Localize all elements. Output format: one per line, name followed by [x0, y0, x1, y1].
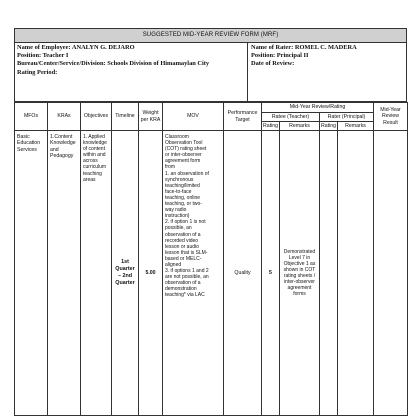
form-info-section	[14, 43, 407, 102]
header-ratee-teacher: Ratee (Teacher)	[262, 113, 320, 122]
rater-info	[248, 43, 406, 101]
cell-ratee-rating: 5	[262, 131, 280, 416]
ratee-remarks-text: Demonstrated Level 7 in Objective 1 as shown in COT rating sheets / inter-observer agreement forms	[283, 248, 316, 298]
cell-mov	[163, 131, 224, 416]
review-table	[14, 102, 408, 416]
kra-text: 1.Content Knowledge and Pedagogy	[50, 134, 76, 160]
cell-mfo	[15, 131, 48, 416]
header-timeline: Timeline	[112, 103, 139, 131]
employee-bureau: Bureau/Center/Service/Division: Schools Division of Himamaylan City	[17, 60, 210, 68]
header-kras: KRAs	[48, 103, 81, 131]
header-mov: MOV	[163, 103, 224, 131]
header-rater-principal: Rater (Principal)	[320, 113, 374, 122]
header-mfos: MFOs	[15, 103, 48, 131]
header-weight: Weight per KRA	[139, 103, 163, 131]
cell-mid-year-result	[374, 131, 408, 416]
review-date: Date of Review:	[251, 60, 295, 68]
header-ratee-remarks: Remarks	[280, 122, 320, 131]
header-rater-remarks: Remarks	[338, 122, 374, 131]
form-title: SUGGESTED MID-YEAR REVIEW FORM (MRF)	[14, 28, 407, 43]
header-rater-rating: Rating	[321, 122, 336, 129]
mov-text: Classroom Observation Tool (COT) rating sheet or inter-observer agreement form from 1. an observation of synchronous teaching/limited face-to-face teaching, online teaching, or two- way radio instruction) 2. if option 1 is not possible, an observation of a recorded video lesson or audio lesson that is SLM- based or MELC- aligned 3. if options 1 and 2 are not possible, an observation of a demonstration teaching* via LAC	[165, 134, 209, 299]
mfo-text: Basic Education Services	[17, 134, 41, 153]
cell-timeline	[112, 131, 139, 416]
header-ratee-rating: Rating	[263, 122, 278, 129]
rater-name: Name of Rater: ROMEL C. MADERA	[251, 44, 357, 51]
header-mid-year-result: Mid-Year Review Result	[374, 103, 408, 131]
rating-period: Rating Period:	[17, 68, 58, 76]
employee-info	[15, 43, 248, 101]
cell-ratee-remarks	[280, 131, 320, 416]
header-mid-year-review: Mid-Year Review/Rating	[262, 103, 374, 113]
objective-text: 1. Applied knowledge of content within and across curriculum teaching areas	[83, 134, 107, 183]
timeline-text: 1st Quarter – 2nd Quarter	[115, 259, 135, 286]
header-objectives: Objectives	[81, 103, 112, 131]
employee-name: Name of Employee: ANALYN G. DEJARO	[17, 44, 135, 51]
table-row	[15, 131, 408, 416]
mid-year-review-form	[14, 28, 407, 416]
cell-rater-rating	[320, 131, 338, 416]
employee-position: Position: Teacher I	[17, 52, 69, 60]
cell-rater-remarks	[338, 131, 374, 416]
cell-kra	[48, 131, 81, 416]
cell-performance-target: Quality	[224, 131, 262, 416]
cell-objective	[81, 131, 112, 416]
rater-position: Position: Principal II	[251, 52, 309, 60]
cell-weight: 5.00	[139, 131, 163, 416]
header-performance-target: Performance Target	[224, 103, 262, 131]
